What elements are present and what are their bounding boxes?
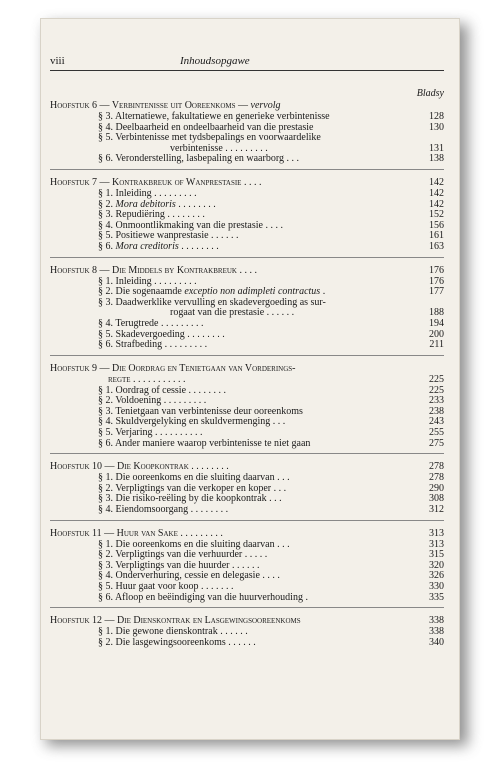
chapter-title — [50, 178, 410, 189]
chapter-title — [50, 101, 410, 112]
leader-dots: . . . . . . . . — [188, 462, 229, 473]
entry-label: § 3. Die risiko-reëling by die koopkontrak . . . — [98, 493, 282, 505]
toc-entry — [50, 638, 444, 649]
chapter-name: Die Koopkontrak — [117, 462, 189, 473]
page-ref: 315 — [429, 549, 444, 561]
chapter-prefix: Hoofstuk 8 — — [50, 265, 113, 276]
running-head — [50, 56, 444, 71]
entry-label: § 2. Die sogenaamde — [98, 286, 185, 298]
chapter-block — [50, 101, 444, 165]
chapter-name: Kontrakbreuk of Wanprestasie — [112, 177, 242, 188]
page-ref: 320 — [429, 559, 444, 571]
entry-text — [98, 154, 398, 165]
entry-label: § 5. Verjaring . . . . . . . . . . — [98, 427, 203, 439]
chapter-title — [50, 462, 410, 473]
entry-label: § 2. Die lasgewingsooreenkoms . . . . . . — [98, 636, 256, 648]
toc-entry — [50, 340, 444, 351]
chapter-name: Huur van Sake — [116, 528, 178, 539]
page-number: viii — [50, 55, 65, 67]
entry-text: § 5. Verbintenisse met tydsbepalings en voorwaardelike — [98, 132, 321, 144]
chapter-block — [50, 169, 444, 253]
page-ref: 194 — [429, 317, 444, 329]
toc-entry — [50, 242, 444, 253]
page-ref: 152 — [429, 209, 444, 221]
page-ref: 188 — [429, 307, 444, 319]
chapter-prefix: Hoofstuk 6 — — [50, 101, 112, 111]
entry-text-continuation: verbintenisse . . . . . . . . . — [170, 142, 268, 154]
entry-label: § 6. Afloop en beëindiging van die huurverhouding . — [98, 591, 308, 603]
entry-text — [98, 439, 398, 450]
entry-label: § 4. Onmoontlikmaking van die prestasie . . . . — [98, 219, 283, 231]
page-ref: 131 — [429, 142, 444, 154]
page-ref: 335 — [429, 591, 444, 603]
page-ref: 238 — [429, 405, 444, 417]
bladsy-label: Bladsy — [416, 88, 444, 99]
page-ref: 225 — [429, 384, 444, 396]
entry-label: § 2. Voldoening . . . . . . . . . — [98, 395, 207, 407]
page-ref: 233 — [429, 395, 444, 407]
page-ref: 338 — [429, 626, 444, 638]
page-ref: 200 — [429, 328, 444, 340]
toc-content — [50, 56, 444, 648]
chapter-name: Die Oordrag en Tenietgaan van Vorderings- — [112, 363, 296, 374]
page-ref: 225 — [429, 373, 444, 385]
page-ref: 330 — [429, 581, 444, 592]
leader-dots: . . . . — [241, 177, 262, 188]
toc-entry — [50, 593, 444, 604]
entry-label: § 1. Inleiding . . . . . . . . . — [98, 187, 197, 199]
page-ref: 243 — [429, 416, 444, 428]
entry-label: § 2. — [98, 198, 116, 210]
page-ref: 142 — [429, 198, 444, 210]
leader-dots: . . . . — [236, 265, 257, 276]
page-ref: 176 — [429, 275, 444, 287]
page-ref: 142 — [429, 176, 444, 188]
chapter-prefix: Hoofstuk 10 — — [50, 462, 118, 473]
chapter-title-italic: vervolg — [248, 101, 281, 111]
page-ref: 163 — [429, 240, 444, 252]
page-ref: 290 — [429, 482, 444, 494]
entry-label: § 1. Die gewone dienskontrak . . . . . . — [98, 626, 248, 638]
page-ref: 308 — [429, 493, 444, 505]
page-ref: 211 — [429, 339, 444, 351]
leader-dots: . — [320, 286, 326, 298]
entry-label: § 3. Alternatiewe, fakultatiewe en generieke verbintenisse — [98, 111, 330, 122]
chapter-prefix: Hoofstuk 12 — — [50, 616, 118, 627]
chapter-heading — [50, 364, 444, 386]
entry-italic: Mora debitoris — [115, 198, 176, 210]
entry-label: § 6. Veronderstelling, lasbepaling en waarborg . . . — [98, 153, 299, 165]
toc-entry — [50, 154, 444, 165]
entry-text — [98, 340, 398, 351]
chapter-list — [50, 101, 444, 648]
page-ref: 142 — [429, 187, 444, 199]
chapter-block — [50, 257, 444, 351]
chapter-prefix: Hoofstuk 9 — — [50, 363, 113, 374]
chapter-prefix: Hoofstuk 7 — — [50, 177, 113, 188]
running-title: Inhoudsopgawe — [180, 55, 250, 67]
chapter-title — [50, 616, 410, 627]
chapter-title — [50, 529, 410, 540]
entry-text: § 3. Daadwerklike vervulling en skadevergoeding as sur- — [98, 296, 326, 308]
chapter-title-line2: regte . . . . . . . . . . . — [108, 373, 186, 385]
page-ref: 255 — [429, 427, 444, 439]
chapter-block — [50, 607, 444, 648]
page-ref: 130 — [429, 121, 444, 133]
leader-dots: . . . . . . . . — [175, 198, 216, 210]
page-ref: 278 — [429, 461, 444, 473]
entry-label: § 3. Tenietgaan van verbintenisse deur ooreenkoms — [98, 405, 303, 417]
entry-text — [98, 242, 398, 253]
page-ref: 312 — [429, 504, 444, 516]
entry-label: § 6. Strafbeding . . . . . . . . . — [98, 339, 208, 351]
toc-entry — [50, 505, 444, 516]
chapter-name: Die Middels by Kontrakbreuk — [112, 265, 237, 276]
page-ref: 338 — [429, 615, 444, 627]
entry-label: § 6. — [98, 240, 116, 252]
page-ref: 275 — [429, 437, 444, 449]
chapter-name: Die Dienskontrak en Lasgewingsooreenkoms — [117, 616, 301, 627]
chapter-block — [50, 453, 444, 515]
page-ref: 313 — [429, 538, 444, 550]
page-ref: 278 — [429, 472, 444, 484]
page-ref: 326 — [429, 570, 444, 582]
entry-label: § 4. Eiendomsoorgang . . . . . . . . — [98, 504, 229, 516]
toc-entry — [50, 439, 444, 450]
chapter-title — [50, 266, 410, 277]
page-ref: 313 — [429, 527, 444, 539]
entry-label: § 1. Oordrag of cessie . . . . . . . . — [98, 384, 227, 396]
entry-label: § 6. Ander maniere waarop verbintenisse te niet gaan — [98, 437, 311, 449]
entry-label: § 5. Huur gaat voor koop . . . . . . . — [98, 581, 234, 592]
page-ref: 177 — [429, 286, 444, 298]
entry-label: § 4. Terugtrede . . . . . . . . . — [98, 317, 204, 329]
leader-dots: . . . . . . . . . — [177, 528, 223, 539]
entry-label: § 3. Verpligtings van die huurder . . . . . . — [98, 559, 260, 571]
page-ref: 161 — [429, 230, 444, 242]
leader-dots: . . . . . . . . — [178, 240, 219, 252]
page-ref: 176 — [429, 264, 444, 276]
chapter-block — [50, 520, 444, 604]
entry-label: § 4. Deelbaarheid en ondeelbaarheid van die prestasie — [98, 121, 314, 133]
page-ref: 156 — [429, 219, 444, 231]
entry-label: § 5. Positiewe wanprestasie . . . . . . — [98, 230, 239, 242]
entry-label: § 1. Inleiding . . . . . . . . . — [98, 275, 197, 287]
entry-text-continuation: rogaat van die prestasie . . . . . . — [170, 307, 295, 319]
entry-label: § 1. Die ooreenkoms en die sluiting daarvan . . . — [98, 472, 290, 484]
page-ref: 128 — [429, 111, 444, 122]
chapter-name: Verbintenisse uit Ooreenkoms — — [111, 101, 248, 111]
entry-label: § 5. Skadevergoeding . . . . . . . . — [98, 328, 225, 340]
entry-text — [98, 593, 398, 604]
entry-label: § 4. Skuldvergelyking en skuldvermenging . . . — [98, 416, 286, 428]
entry-italic: Mora creditoris — [115, 240, 179, 252]
chapter-title — [50, 364, 410, 375]
entry-label: § 3. Repudiëring . . . . . . . . — [98, 209, 205, 221]
chapter-prefix: Hoofstuk 11 — — [50, 528, 117, 539]
entry-label: § 2. Verpligtings van die verkoper en koper . . . — [98, 482, 287, 494]
entry-label: § 4. Onderverhuring, cessie en delegasie . . . . — [98, 570, 280, 582]
chapter-block — [50, 355, 444, 450]
entry-text — [98, 505, 398, 516]
page-ref: 340 — [429, 636, 444, 648]
page-ref: 138 — [429, 153, 444, 165]
entry-text — [98, 638, 398, 649]
entry-label: § 1. Die ooreenkoms en die sluiting daarvan . . . — [98, 538, 290, 550]
entry-label: § 2. Verpligtings van die verhuurder . . . . . — [98, 549, 268, 561]
entry-italic: exceptio non adimpleti contractus — [184, 286, 321, 298]
